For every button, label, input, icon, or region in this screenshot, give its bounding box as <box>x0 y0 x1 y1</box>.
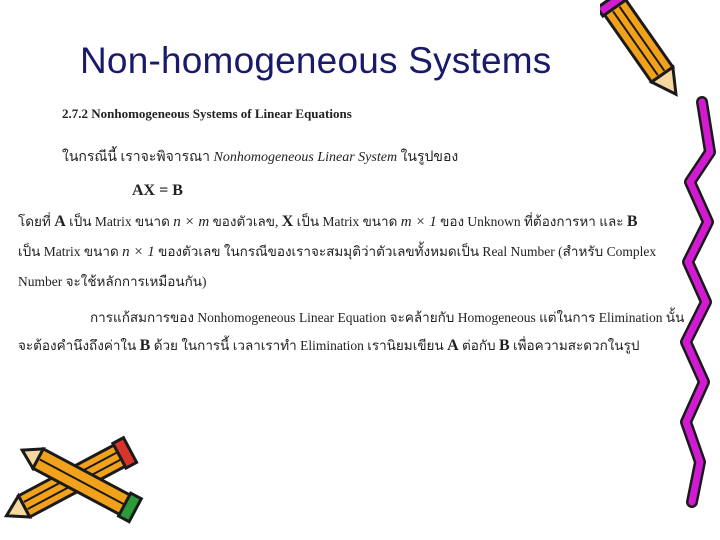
body-line-4: การแก้สมการของ Nonhomogeneous Linear Equation จะคล้ายกับ Homogeneous แต่ในการ Elimination นั้น <box>90 310 685 325</box>
section-heading: 2.7.2 Nonhomogeneous Systems of Linear Equations <box>62 106 352 121</box>
pencil-icon <box>600 0 690 100</box>
equation: AX = B <box>132 182 183 199</box>
body-line-5: จะต้องคำนึงถึงค่าใน B ด้วย ในการนี้ เวลาเราทำ Elimination เรานิยมเขียน A ต่อกับ B เพื่อความสะดวกในรูป <box>18 337 640 354</box>
body-line-2: เป็น Matrix ขนาด n × 1 ของตัวเลข ในกรณีของเราจะสมมุติว่าตัวเลขทั้งหมดเป็น Real Number (สำหรับ Complex <box>18 244 657 260</box>
crossed-pencils-icon <box>0 430 150 540</box>
squiggle-pencil-icon <box>672 92 720 512</box>
slide-title: Non-homogeneous Systems <box>80 40 552 81</box>
body-line-3: Number จะใช้หลักการเหมือนกัน) <box>18 274 207 289</box>
intro-text: ในกรณีนี้ เราจะพิจารณา Nonhomogeneous Linear System ในรูปของ <box>62 150 459 165</box>
body-line-1: โดยที่ A เป็น Matrix ขนาด n × m ของตัวเลข, X เป็น Matrix ขนาด m × 1 ของ Unknown ที่ต้องการหา และ B <box>18 213 638 230</box>
